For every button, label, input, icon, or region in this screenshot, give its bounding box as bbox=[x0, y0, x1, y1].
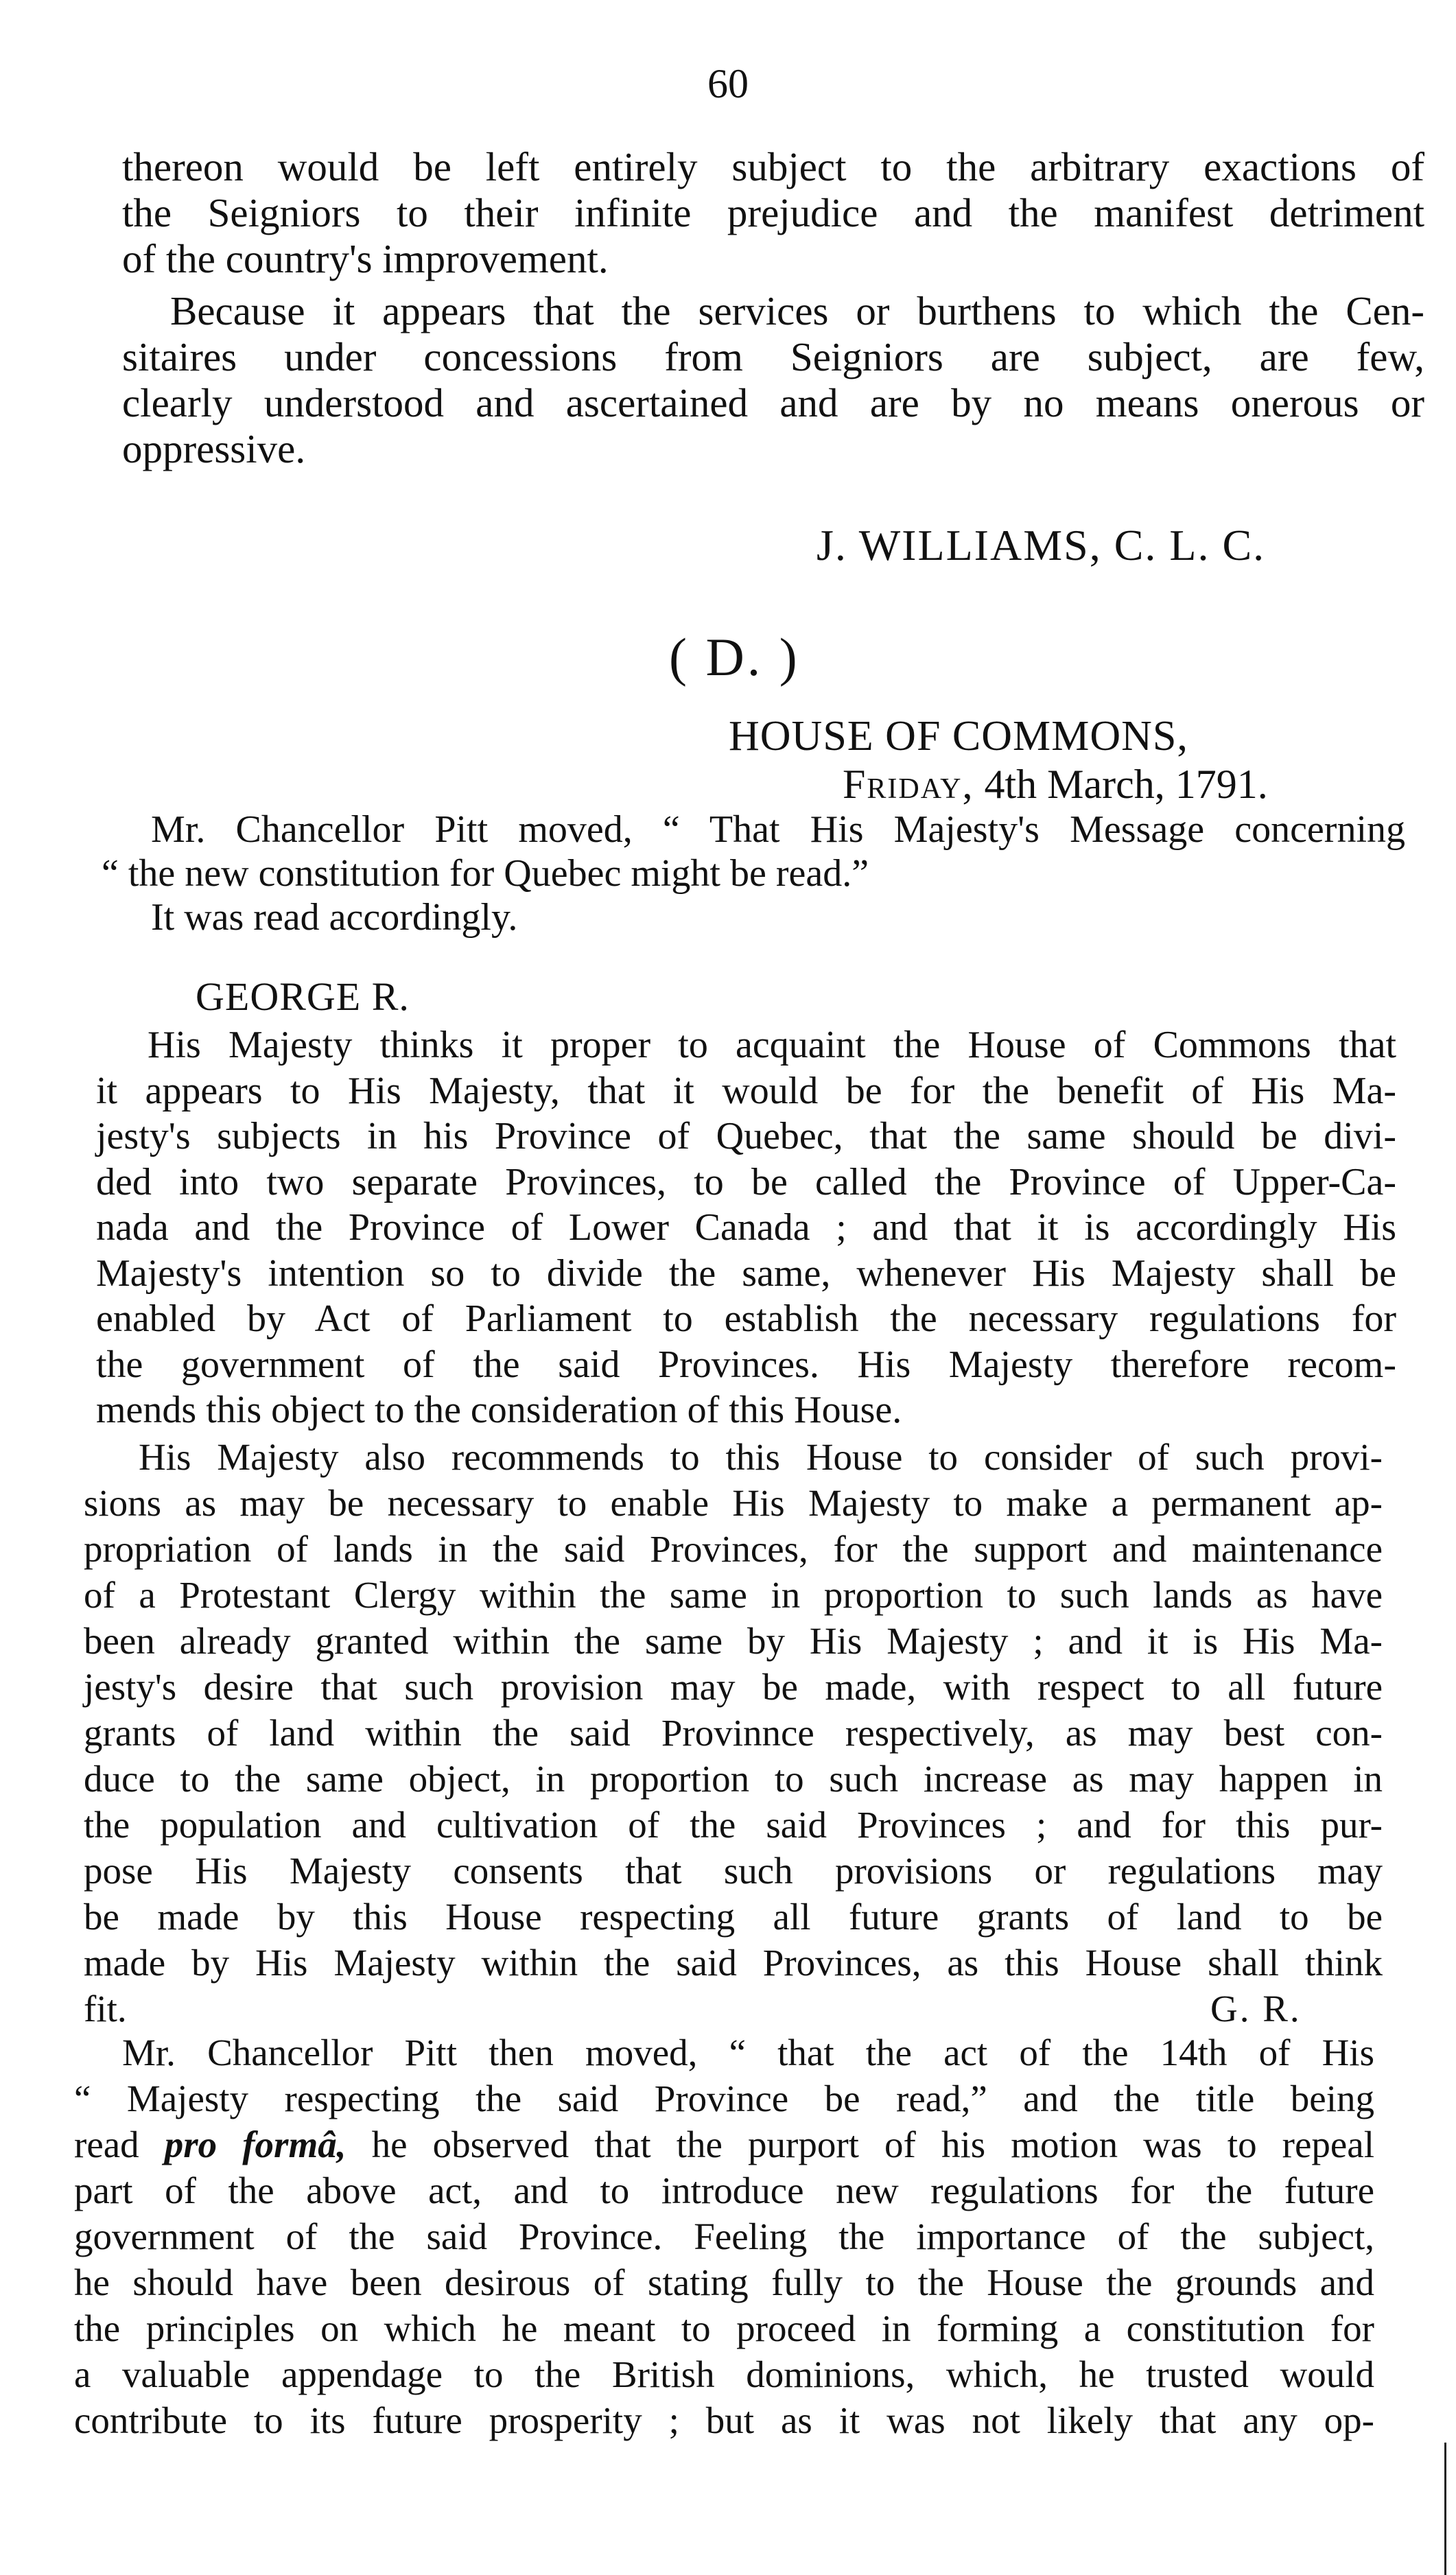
text-line: government of the said Province. Feeling the importance of the subject, bbox=[74, 2215, 1374, 2257]
text-line: be made by this House respecting all future grants of land to be bbox=[84, 1896, 1383, 1938]
text-line: Because it appears that the services or burthens to which the Cen- bbox=[170, 288, 1424, 333]
text-line: His Majesty thinks it proper to acquaint the House of Commons that bbox=[148, 1024, 1396, 1066]
message-paragraph-2 bbox=[84, 1434, 1383, 2032]
text-line: jesty's subjects in his Province of Quebec, that the same should be divi- bbox=[96, 1115, 1396, 1157]
speech-paragraph bbox=[74, 2030, 1374, 2443]
text-line: been already granted within the same by His Majesty ; and it is His Ma- bbox=[84, 1620, 1383, 1662]
house-heading: HOUSE OF COMMONS, bbox=[729, 713, 1188, 760]
text-line: the Seigniors to their infinite prejudice and the manifest detriment bbox=[122, 190, 1424, 235]
text-line: made by His Majesty within the said Provinces, as this House shall think bbox=[84, 1942, 1383, 1984]
appendix-label: ( D. ) bbox=[669, 627, 800, 687]
date-line bbox=[843, 758, 1268, 810]
motion-paragraph bbox=[102, 808, 1405, 939]
text-line: he should have been desirous of stating fully to the House the grounds and bbox=[74, 2261, 1374, 2303]
text-line: of a Protestant Clergy within the same in proportion to such lands as have bbox=[84, 1574, 1383, 1616]
text-line: His Majesty also recommends to this House to consider of such provi- bbox=[139, 1436, 1383, 1478]
text-fit: fit. bbox=[84, 1988, 127, 2030]
text-line: duce to the same object, in proportion to such increase as may happen in bbox=[84, 1758, 1383, 1800]
message-paragraph-1 bbox=[96, 1022, 1396, 1433]
text-line: mends this object to the consideration of this House. bbox=[96, 1389, 902, 1431]
continuation-paragraph bbox=[122, 144, 1424, 282]
text-line: part of the above act, and to introduce new regulations for the future bbox=[74, 2170, 1374, 2211]
text-line: Mr. Chancellor Pitt then moved, “ that the act of the 14th of His bbox=[122, 2032, 1374, 2073]
text-line: oppressive. bbox=[122, 426, 306, 471]
text-line: the population and cultivation of the said Provinces ; and for this pur- bbox=[84, 1804, 1383, 1846]
text-line: the government of the said Provinces. His Majesty therefore recom- bbox=[96, 1343, 1396, 1386]
because-paragraph bbox=[122, 288, 1424, 472]
text-line: “ the new constitution for Quebec might be read.” bbox=[102, 852, 869, 895]
royal-sign: G. R. bbox=[1210, 1988, 1302, 2030]
text-line: enabled by Act of Parliament to establish the necessary regulations for bbox=[96, 1297, 1396, 1340]
page-edge-rule bbox=[1444, 2443, 1446, 2575]
text-line: pose His Majesty consents that such provisions or regulations may bbox=[84, 1850, 1383, 1892]
text-line: of the country's improvement. bbox=[122, 236, 609, 281]
text-line: sitaires under concessions from Seigniors are subject, are few, bbox=[122, 334, 1424, 379]
text-line: clearly understood and ascertained and are by no means onerous or bbox=[122, 380, 1424, 425]
page-number: 60 bbox=[707, 61, 749, 106]
text-line: nada and the Province of Lower Canada ; and that it is accordingly His bbox=[96, 1206, 1396, 1249]
text-line: jesty's desire that such provision may be made, with respect to all future bbox=[84, 1666, 1383, 1708]
signature: J. WILLIAMS, C. L. C. bbox=[817, 521, 1266, 569]
text-line: grants of land within the said Provinnce respectively, as may best con- bbox=[84, 1712, 1383, 1754]
date-rest: 4th March, 1791. bbox=[984, 762, 1268, 807]
text-fragment: he observed that the purport of his motion was to repeal bbox=[346, 2124, 1374, 2165]
text-line: “ Majesty respecting the said Province be read,” and the title being bbox=[74, 2078, 1374, 2119]
date-day: Friday, bbox=[843, 762, 974, 807]
text-line: Majesty's intention so to divide the same, whenever His Majesty shall be bbox=[96, 1251, 1396, 1295]
text-line: a valuable appendage to the British dominions, which, he trusted would bbox=[74, 2353, 1374, 2395]
text-line: thereon would be left entirely subject to the arbitrary exactions of bbox=[122, 144, 1424, 189]
text-line: propriation of lands in the said Provinces, for the support and maintenance bbox=[84, 1528, 1383, 1570]
final-line bbox=[84, 1986, 1383, 2032]
text-line: sions as may be necessary to enable His Majesty to make a permanent ap- bbox=[84, 1482, 1383, 1524]
text-line: It was read accordingly. bbox=[151, 896, 518, 939]
text-line: contribute to its future prosperity ; but as it was not likely that any op- bbox=[74, 2399, 1374, 2441]
message-heading: GEORGE R. bbox=[196, 974, 410, 1019]
text-line: Mr. Chancellor Pitt moved, “ That His Majesty's Message concerning bbox=[151, 808, 1405, 851]
text-line bbox=[74, 2121, 1374, 2167]
text-fragment: read bbox=[74, 2124, 165, 2165]
text-line: the principles on which he meant to proceed in forming a constitution for bbox=[74, 2307, 1374, 2349]
text-line: it appears to His Majesty, that it would be for the benefit of His Ma- bbox=[96, 1069, 1396, 1112]
text-line: ded into two separate Provinces, to be called the Province of Upper-Ca- bbox=[96, 1160, 1396, 1203]
latin-phrase: pro formâ, bbox=[164, 2124, 347, 2165]
